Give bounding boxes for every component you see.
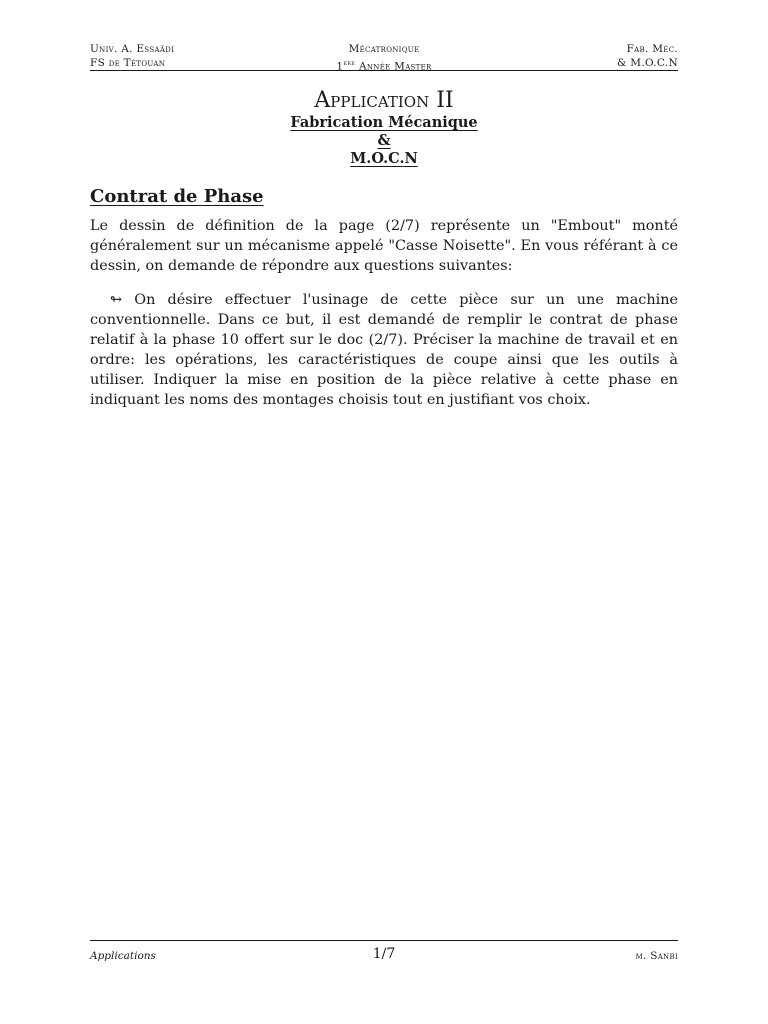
page-footer	[90, 946, 678, 966]
subtitle-line3	[90, 150, 678, 167]
header-year-num: 1	[336, 60, 344, 73]
header-course-sub: & M.O.C.N	[617, 57, 678, 69]
header-year-rest: Année Master	[355, 60, 432, 73]
header-course: Fab. Méc.	[626, 43, 678, 55]
page-number: 1/7	[372, 946, 396, 962]
header-center	[90, 42, 678, 74]
bullet-arrow-icon: ↬	[110, 292, 123, 308]
intro-paragraph: Le dessin de définition de la page (2/7) représente un "Embout" monté généralement sur un mécanisme appelé "Casse Noisette". En vous référant à ce dessin, on demande de répondre aux questions suivantes:	[90, 218, 678, 274]
section-heading: Contrat de Phase	[90, 186, 264, 207]
header-program: Mécatronique	[348, 43, 420, 55]
question-text: On désire effectuer l'usinage de cette pièce sur un une machine conventionnelle. Dans ce but, il est demandé de remplir le contrat de phase relatif à la phase 10 offert sur le doc (2/7). Préciser la machine de travail et en ordre: les opérations, les caractéristiques de coupe ainsi que les outils à utiliser. Indiquer la mise en position de la pièce relative à cette phase en indiquant les noms des montages choisis tout en justifiant vos choix.	[90, 292, 679, 408]
page-title: Application II	[314, 88, 454, 113]
question-paragraph	[90, 290, 678, 410]
subtitle-line1-text: Fabrication Mécanique	[290, 114, 478, 131]
subtitle-line2-text: &	[377, 132, 391, 149]
header-right	[617, 42, 678, 70]
subtitle-line3-text: M.O.C.N	[350, 150, 418, 167]
subtitle-line2	[90, 132, 678, 149]
header-rule	[90, 70, 678, 71]
footer-left: Applications	[90, 950, 156, 962]
footer-author: m. Sanbi	[635, 950, 678, 962]
footer-rule	[90, 940, 678, 941]
header-university: Univ. A. Essaâdi	[90, 43, 175, 55]
header-year-sup: ère	[343, 59, 356, 67]
subtitle-line1	[90, 114, 678, 131]
header-faculty: FS de Tétouan	[90, 57, 166, 69]
